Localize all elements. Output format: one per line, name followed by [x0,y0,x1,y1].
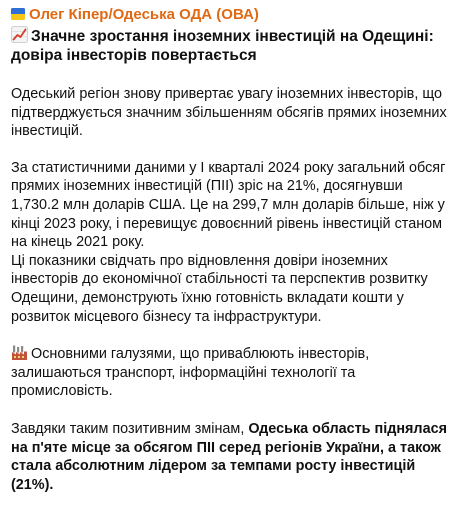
paragraph-industries [11,344,448,401]
ukraine-flag-icon [11,8,25,20]
conclusion-plain-text: Завдяки таким позитивним змінам, [11,420,249,437]
conclusion-bold-text: Одеська область піднялася на п'яте місце за обсягом ПІІ серед регіонів України, а також стала абсолютним лідером за темпами росту інвестицій (21%). [11,420,447,493]
factory-icon [11,344,28,361]
paragraph-intro: Одеський регіон знову привертає увагу іноземних інвесторів, що підтверджується значним збільшенням обсягів прямих іноземних інвестицій. [11,86,447,140]
paragraph-conclusion [11,420,448,494]
channel-name[interactable]: Олег Кіпер/Одеська ОДА (ОВА) [29,5,259,23]
post-headline [11,26,448,65]
headline-line-2: довіра інвесторів повертається [11,47,257,64]
paragraph-statistics: За статистичними даними у I кварталі 2024 року загальний обсяг прямих іноземних інвестицій (ПІІ) зріс на 21%, досягнувши 1,730.2 млн доларів США. Це на 299,7 млн доларів більше, ніж у кінці 2023 року, і перевищує довоєнний рівень інвестицій станом на кінець 2021 року. [11,159,446,251]
chart-increasing-icon [11,26,28,43]
paragraph-trust: Ці показники свідчать про відновлення довіри іноземних інвесторів до економічної стабільності та перспектив розвитку Одещини, демонструють їхню готовність вкладати кошти у розвиток місцевого бізнесу та інфраструктури. [11,252,428,325]
headline-line-1: Значне зростання іноземних інвестицій на Одещині: [31,28,434,45]
channel-header [11,4,448,24]
paragraph-industries-text: Основними галузями, що приваблюють інвесторів, залишаються транспорт, інформаційні технології та промисловість. [11,346,370,400]
